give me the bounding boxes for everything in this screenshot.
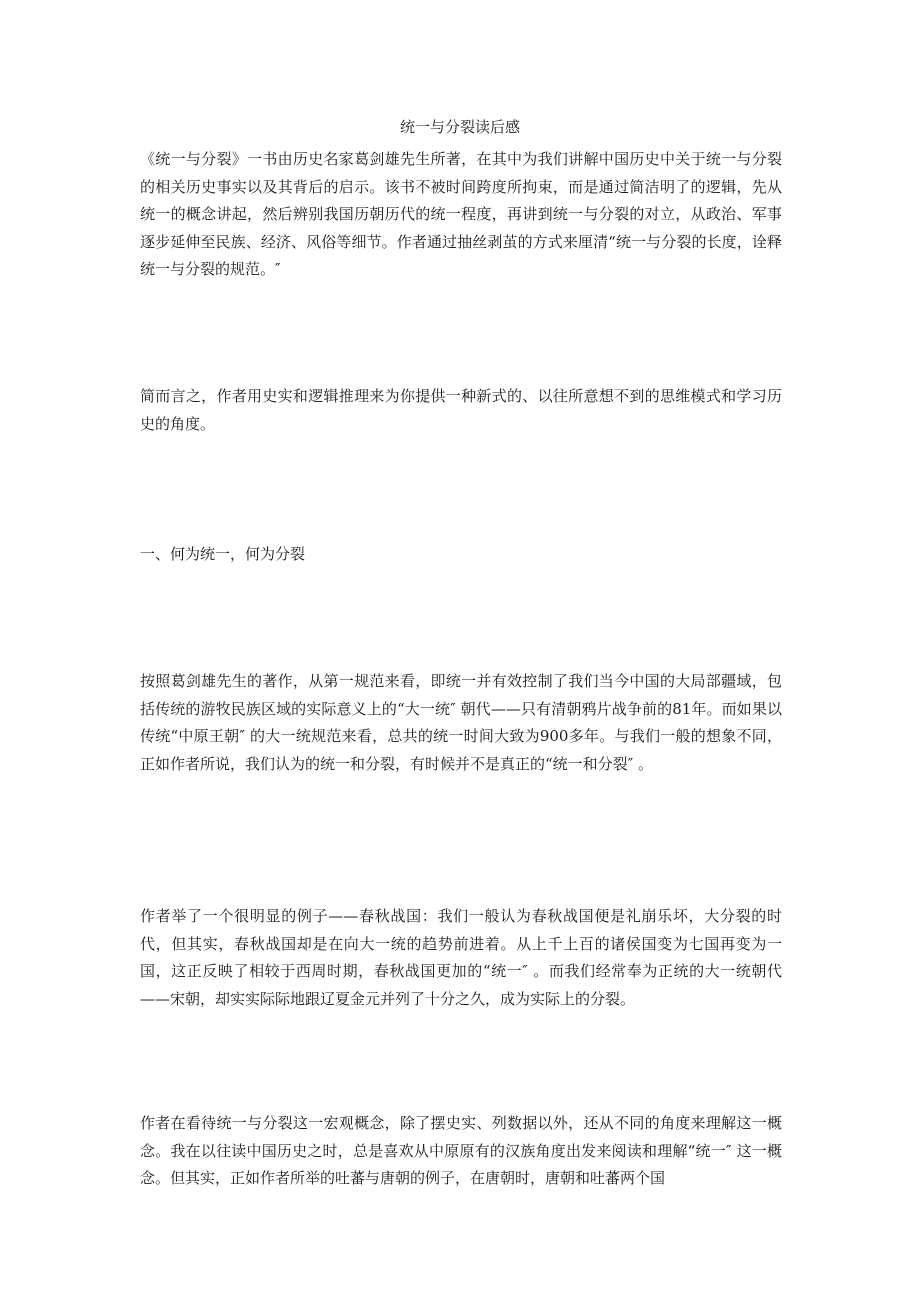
paragraph-example: 作者举了一个很明显的例子——春秋战国：我们一般认为春秋战国便是礼崩乐坏，大分裂的时代，但其实，春秋战国却是在向大一统的趋势前进着。从上千上百的诸侯国变为七国再变为一国，这正反映了相较于西周时期，春秋战国更加的“统一″ 。而我们经常奉为正统的大一统朝代——宋朝，却实实际际地跟辽夏金元并列了十分之久，成为实际上的分裂。 <box>140 907 782 1008</box>
paragraph-definition: 按照葛剑雄先生的著作，从第一规范来看，即统一并有效控制了我们当今中国的大局部疆域，包括传统的游牧民族区域的实际意义上的“大一统″ 朝代——只有清朝鸦片战争前的81年。而如果以传统“中原王朝″ 的大一统规范来看，总共的统一时间大致为900多年。与我们一般的想象不同，正如作者所说，我们认为的统一和分裂，有时候并不是真正的“统一和分裂″ 。 <box>140 672 782 773</box>
document-title: 统一与分裂读后感 <box>399 118 520 136</box>
paragraph-summary: 简而言之，作者用史实和逻辑推理来为你提供一种新式的、以往所意想不到的思维模式和学习历史的角度。 <box>140 387 782 433</box>
paragraph-perspective: 作者在看待统一与分裂这一宏观概念，除了摆史实、列数据以外，还从不同的角度来理解这一概念。我在以往读中国历史之时，总是喜欢从中原原有的汉族角度出发来阅读和理解“统一″ 这一概念。但其实，正如作者所举的吐蕃与唐朝的例子，在唐朝时，唐朝和吐蕃两个国 <box>140 1114 782 1187</box>
section-heading: 一、何为统一，何为分裂 <box>140 545 306 563</box>
paragraph-intro: 《统一与分裂》一书由历史名家葛剑雄先生所著，在其中为我们讲解中国历史中关于统一与分裂的相关历史事实以及其背后的启示。该书不被时间跨度所拘束，而是通过简洁明了的逻辑，先从统一的概念讲起，然后辨别我国历朝历代的统一程度，再讲到统一与分裂的对立，从政治、军事逐步延伸至民族、经济、风俗等细节。作者通过抽丝剥茧的方式来厘清“统一与分裂的长度，诠释统一与分裂的规范。″ <box>140 150 782 278</box>
